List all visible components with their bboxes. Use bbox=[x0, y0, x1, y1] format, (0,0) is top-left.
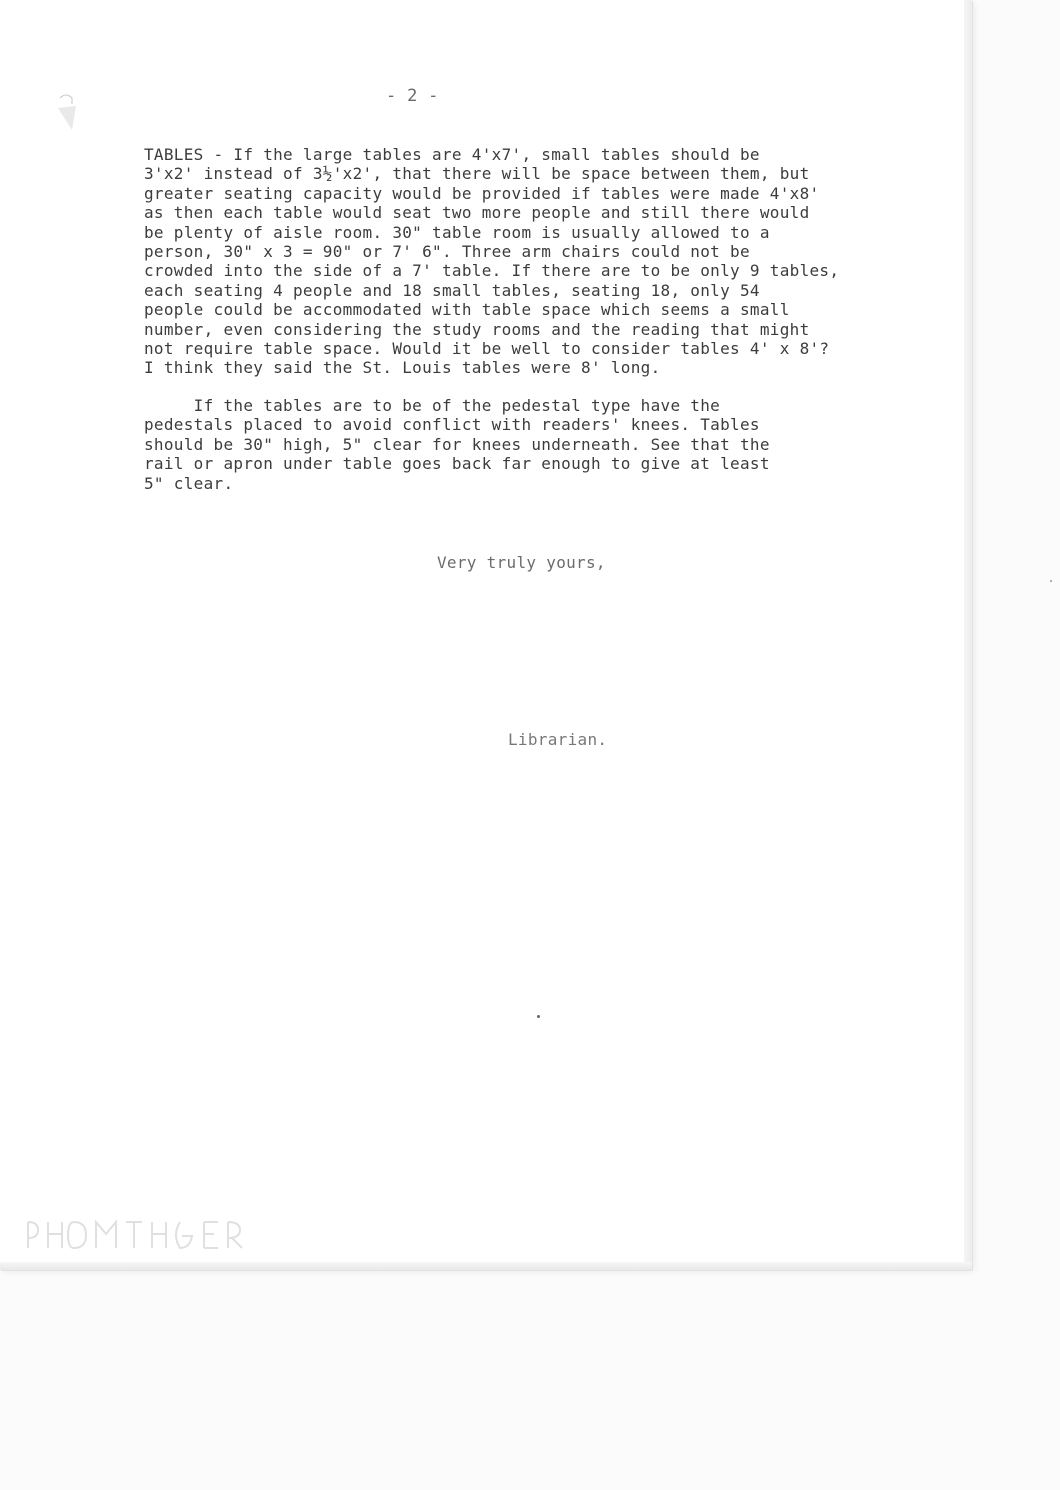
faded-archive-stamp bbox=[22, 1212, 262, 1256]
text-line: people could be accommodated with table space which seems a small bbox=[144, 300, 790, 320]
page-edge-shadow bbox=[964, 0, 972, 1270]
closing-salutation: Very truly yours, bbox=[437, 553, 606, 572]
text-line: TABLES - If the large tables are 4'x7', small tables should be bbox=[144, 145, 760, 164]
text-line: rail or apron under table goes back far enough to give at least bbox=[144, 454, 770, 474]
pencil-margin-mark bbox=[56, 92, 78, 132]
text-line: greater seating capacity would be provided if tables were made 4'x8' bbox=[144, 183, 820, 203]
text-line: not require table space. Would it be well to consider tables 4' x 8'? bbox=[144, 339, 830, 359]
text-line: should be 30" high, 5" clear for knees underneath. See that the bbox=[144, 434, 770, 454]
text-line: If the tables are to be of the pedestal type have the bbox=[144, 396, 721, 415]
text-line: number, even considering the study rooms and the reading that might bbox=[144, 319, 810, 339]
text-line: 3'x2' instead of 3½'x2', that there will be space between them, but bbox=[144, 164, 810, 184]
text-line: as then each table would seat two more people and still there would bbox=[144, 203, 810, 223]
page-bottom-shadow bbox=[0, 1262, 972, 1270]
ink-speck bbox=[1050, 580, 1052, 582]
text-line: each seating 4 people and 18 small tables, seating 18, only 54 bbox=[144, 280, 760, 300]
text-line: 5" clear. bbox=[144, 473, 234, 493]
text-line: person, 30" x 3 = 90" or 7' 6". Three arm chairs could not be bbox=[144, 242, 750, 262]
text-line: crowded into the side of a 7' table. If there are to be only 9 tables, bbox=[144, 261, 840, 281]
text-line: I think they said the St. Louis tables were 8' long. bbox=[144, 358, 661, 378]
text-line: be plenty of aisle room. 30" table room is usually allowed to a bbox=[144, 222, 770, 242]
text-line: pedestals placed to avoid conflict with readers' knees. Tables bbox=[144, 415, 760, 435]
paragraph-tables bbox=[144, 145, 839, 378]
paragraph-pedestals bbox=[144, 396, 770, 493]
page-number: - 2 - bbox=[386, 86, 439, 106]
ink-speck bbox=[537, 1015, 540, 1018]
signature-title: Librarian. bbox=[508, 730, 608, 749]
